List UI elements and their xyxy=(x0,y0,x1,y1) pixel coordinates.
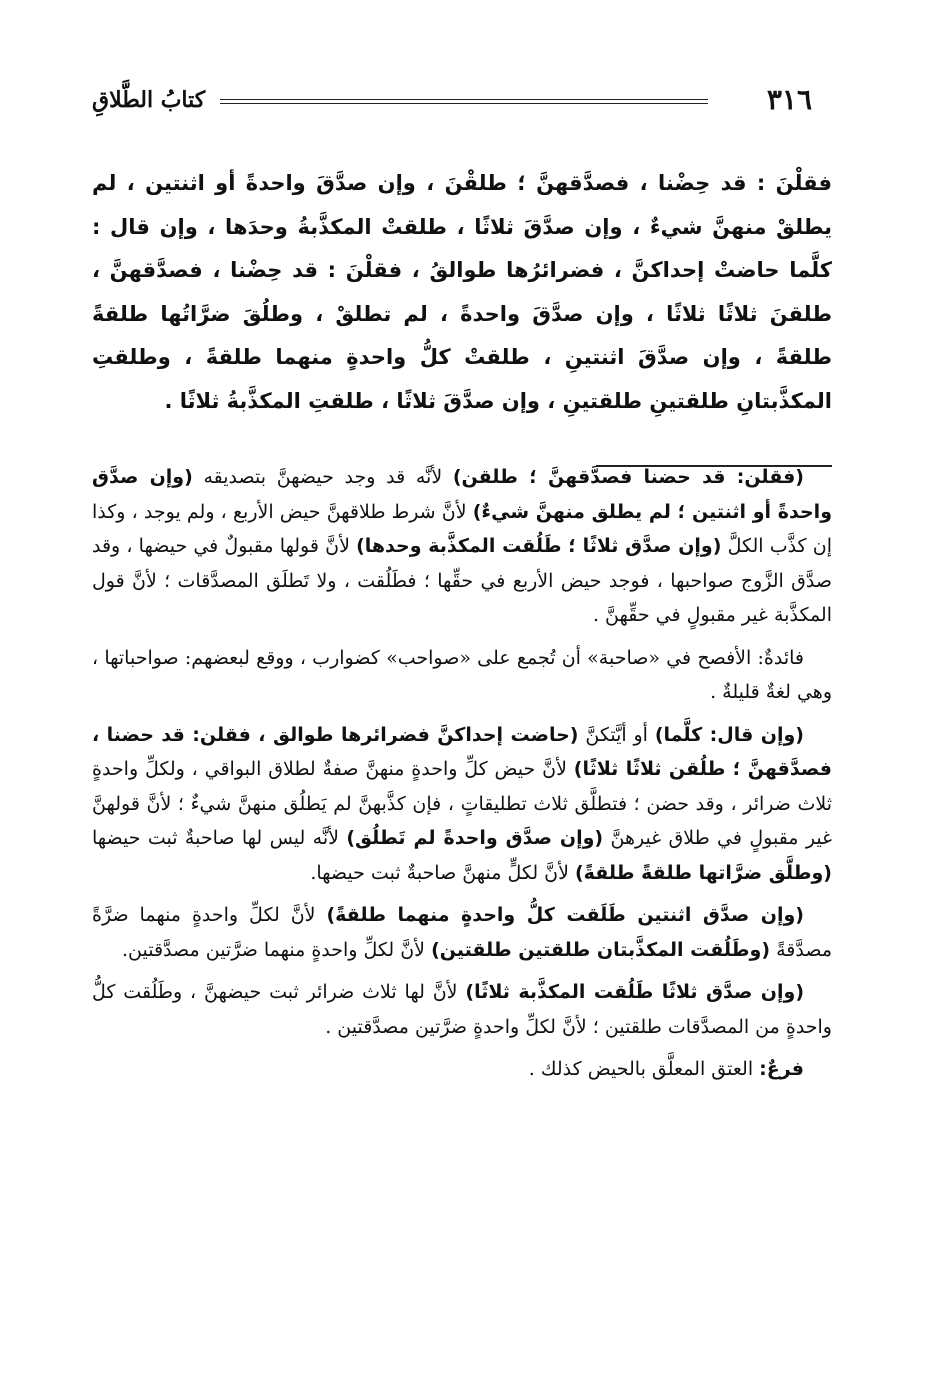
commentary-text: لأنَّ شرط طلاقهنَّ حيض الأربع ، ولم يوجد ، وكذا إن كذَّب الكلَّ xyxy=(92,500,832,557)
quoted-matn: (وإن صدَّق اثنتين طَلَقت كلُّ واحدةٍ منهما طلقةً) xyxy=(326,904,804,926)
commentary-text: لأنَّه قد وجد حيضهنَّ بتصديقه xyxy=(192,466,453,488)
quoted-matn: (وإن صدَّق ثلاثًا ؛ طَلُقت المكذَّبة وحدها) xyxy=(356,535,722,557)
commentary-text: لأنَّ حيض كلِّ واحدةٍ منهنَّ صفةٌ لطلاق البواقي ، ولكلِّ واحدةٍ ثلاث ضرائر ، وقد حضن ؛ فتطلَّق ثلاث تطليقاتٍ ، فإن كذَّبهنَّ لم يَطلُق منهنَّ شيءٌ ؛ لأنَّ قولهنَّ غير مقبولٍ في طلاق غيرهنَّ xyxy=(92,758,833,849)
note-text: فائدةٌ: الأفصح في «صاحبة» أن تُجمع على «صواحب» كضوارب ، ووقع لبعضهم: صواحباتها ، وهي لغةٌ قليلةٌ . xyxy=(92,646,832,703)
header-rule xyxy=(220,99,708,104)
quoted-matn: (فقلن: قد حضنا فصدَّقهنَّ ؛ طلقن) xyxy=(452,466,804,488)
commentary-paragraph xyxy=(92,975,832,1044)
quoted-matn: (وطَلُقت المكذَّبتان طلقتين طلقتين) xyxy=(431,938,771,961)
commentary-text: لأنَّ لكلِّ واحدةٍ منهما ضرَّتين مصدَّقتين. xyxy=(122,938,432,961)
quoted-matn: (وإن صدَّق واحدةً أو اثنتين ؛ لم يطلق منهنَّ شيءٌ) xyxy=(92,466,833,523)
commentary-paragraph xyxy=(92,898,832,967)
commentary xyxy=(92,460,832,1087)
page-header xyxy=(92,82,812,122)
commentary-paragraph xyxy=(92,460,832,633)
matn-text: فقلْنَ : قد حِضْنا ، فصدَّقهنَّ ؛ طلقْنَ ، وإن صدَّقَ واحدةً أو اثنتين ، لم يطلقْ منهنَّ شيءٌ ، وإن صدَّقَ ثلاثًا ، طلقتْ المكذَّبةُ وحدَها ، وإن قال : كلَّما حاضتْ إحداكنَّ ، فضرائرُها طوالقُ ، فقلْنَ : قد حِضْنا ، فصدَّقهنَّ ، طلقنَ ثلاثًا ثلاثًا ، وإن صدَّقَ واحدةً ، لم تطلقْ ، وطلُقَ ضرَّاتُها طلقةً طلقةً ، وإن صدَّقَ اثنتينِ ، طلقتْ كلُّ واحدةٍ منهما طلقةً ، وطلقتِ المكذَّبتانِ طلقتينِ طلقتينِ ، وإن صدَّقَ ثلاثًا ، طلقتِ المكذَّبةُ ثلاثًا . xyxy=(92,171,832,413)
commentary-text: لأنَّ قولها مقبولٌ في حيضها ، وقد صدَّق الزَّوج صواحبها ، فوجد حيض الأربع في حقِّها ؛ فطَلُقت ، ولا تَطلَق المصدَّقات ؛ لأنَّ قول المكذَّبة غير مقبولٍ في حقِّهنَّ . xyxy=(92,535,832,626)
commentary-paragraph xyxy=(92,641,832,710)
branch-label: فرعٌ: xyxy=(759,1058,804,1080)
commentary-text: لأنَّ لكلٍّ منهنَّ صاحبةٌ ثبت حيضها. xyxy=(310,861,575,884)
quoted-matn: (وطلَّق ضرَّاتها طلقةً طلقةً) xyxy=(574,861,832,884)
commentary-paragraph xyxy=(92,718,832,891)
commentary-text: لأنَّه ليس لها صاحبةٌ ثبت حيضها xyxy=(92,827,347,849)
quoted-matn: (حاضت إحداكنَّ فضرائرها طوالق ، فقلن: قد حضنا ، فصدَّقهنَّ ؛ طلُقن ثلاثًا ثلاثًا) xyxy=(92,723,833,780)
commentary-text: لأنَّ لها ثلاث ضرائر ثبت حيضهنَّ ، وطَلُقت كلُّ واحدةٍ من المصدَّقات طلقتين ؛ لأنَّ لكلِّ واحدةٍ ضرَّتين مصدَّقتين . xyxy=(92,981,832,1038)
commentary-text: لأنَّ لكلِّ واحدةٍ منهما ضرَّةً مصدَّقةً xyxy=(92,904,832,961)
page-number: ٣١٦ xyxy=(766,83,812,116)
commentary-text: العتق المعلَّق بالحيض كذلك . xyxy=(528,1058,760,1080)
running-title: كتابُ الطَّلاقِ xyxy=(92,87,206,113)
quoted-matn: (وإن صدَّق واحدةً لم تَطلُق) xyxy=(346,827,604,849)
quoted-matn: (وإن صدَّق ثلاثًا طَلُقت المكذَّبة ثلاثًا) xyxy=(465,981,804,1003)
quoted-matn: (وإن قال: كلَّما) xyxy=(654,723,804,746)
commentary-text: أو أيَّتكنَّ xyxy=(578,723,655,746)
commentary-paragraph xyxy=(92,1052,832,1087)
